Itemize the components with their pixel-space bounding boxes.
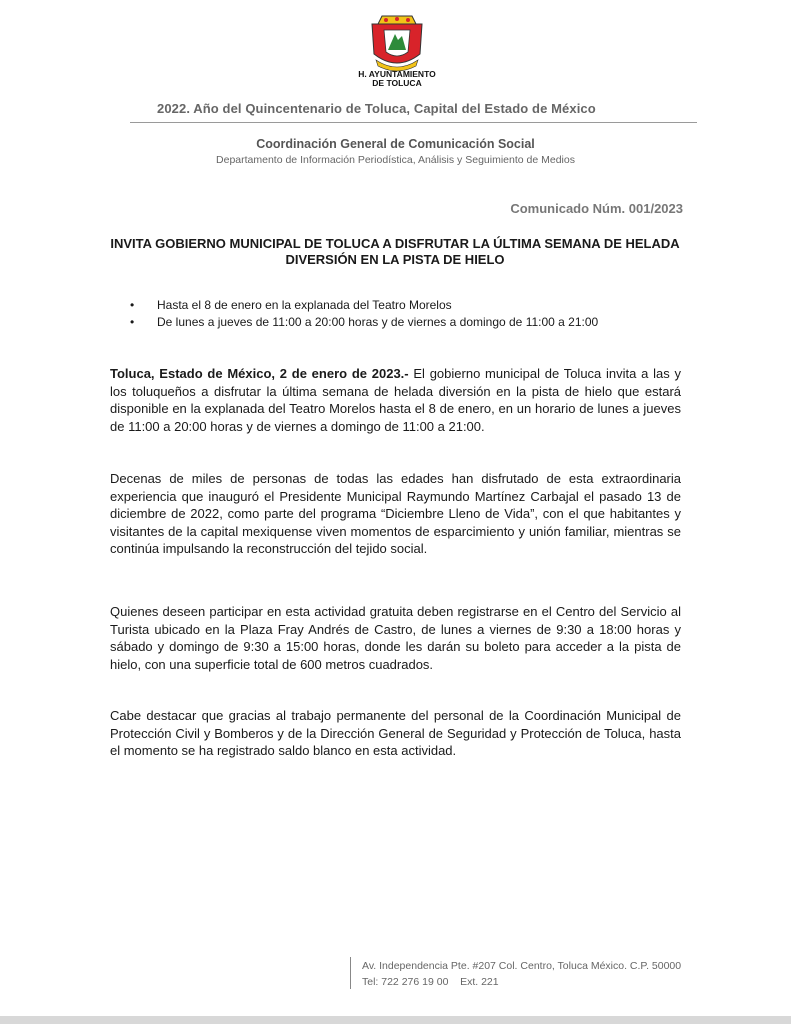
department-subtitle: Departamento de Información Periodística, Análisis y Seguimiento de Medios: [216, 154, 575, 166]
release-headline: INVITA GOBIERNO MUNICIPAL DE TOLUCA A DISFRUTAR LA ÚLTIMA SEMANA DE HELADA DIVERSIÓN EN LA PISTA DE HIELO: [110, 236, 680, 267]
footer-stripe: [0, 1016, 791, 1024]
paragraph-1-text: El gobierno municipal de Toluca invita a las y los toluqueños a disfrutar la última semana de helada diversión en la pista de hielo que estará disponible en la explanada del Teatro Morelos hasta el 8 de enero, en un horario de lunes a jueves de 11:00 a 20:00 horas y de viernes a domingo de 11:00 a 21:00.: [110, 366, 681, 434]
toluca-crest-logo: [362, 10, 432, 76]
dateline: Toluca, Estado de México, 2 de enero de 2023.-: [110, 366, 409, 381]
highlights-list: [130, 297, 685, 331]
header-divider: [130, 122, 697, 123]
paragraph-4: Cabe destacar que gracias al trabajo permanente del personal de la Coordinación Municipal de Protección Civil y Bomberos y de la Dirección General de Seguridad y Protección de Toluca, hasta el momento se ha registrado saldo blanco en esta actividad.: [110, 708, 681, 758]
crest-title: H. AYUNTAMIENTO DE TOLUCA: [358, 69, 436, 88]
list-item: • De lunes a jueves de 11:00 a 20:00 horas y de viernes a domingo de 11:00 a 21:00: [130, 314, 685, 330]
list-item: • Hasta el 8 de enero en la explanada del Teatro Morelos: [130, 297, 685, 313]
year-motto: 2022. Año del Quincentenario de Toluca, Capital del Estado de México: [157, 101, 596, 116]
footer-phone: Tel: 722 276 19 00 Ext. 221: [362, 976, 499, 988]
release-number: Comunicado Núm. 001/2023: [510, 201, 683, 216]
paragraph-2: Decenas de miles de personas de todas las edades han disfrutado de esta extraordinaria experiencia que inauguró el Presidente Municipal Raymundo Martínez Carbajal el pasado 13 de diciembre de 2022, como parte del programa “Diciembre Lleno de Vida”, con el que habitantes y visitantes de la capital mexiquense viven momentos de esparcimiento y unión familiar, mientras se continúa impulsando la reconstrucción del tejido social.: [110, 471, 681, 556]
footer-address: Av. Independencia Pte. #207 Col. Centro, Toluca México. C.P. 50000: [362, 960, 682, 972]
footer-divider: [350, 957, 351, 989]
coordination-title: Coordinación General de Comunicación Social: [256, 137, 535, 151]
paragraph-3: Quienes deseen participar en esta actividad gratuita deben registrarse en el Centro del Servicio al Turista ubicado en la Plaza Fray Andrés de Castro, de lunes a viernes de 9:30 a 18:00 horas y sábado y domingo de 9:30 a 15:00 horas, donde les darán su boleto para acceder a la pista de hielo, con una superficie total de 600 metros cuadrados.: [110, 604, 681, 672]
paragraph-1: [110, 365, 681, 435]
